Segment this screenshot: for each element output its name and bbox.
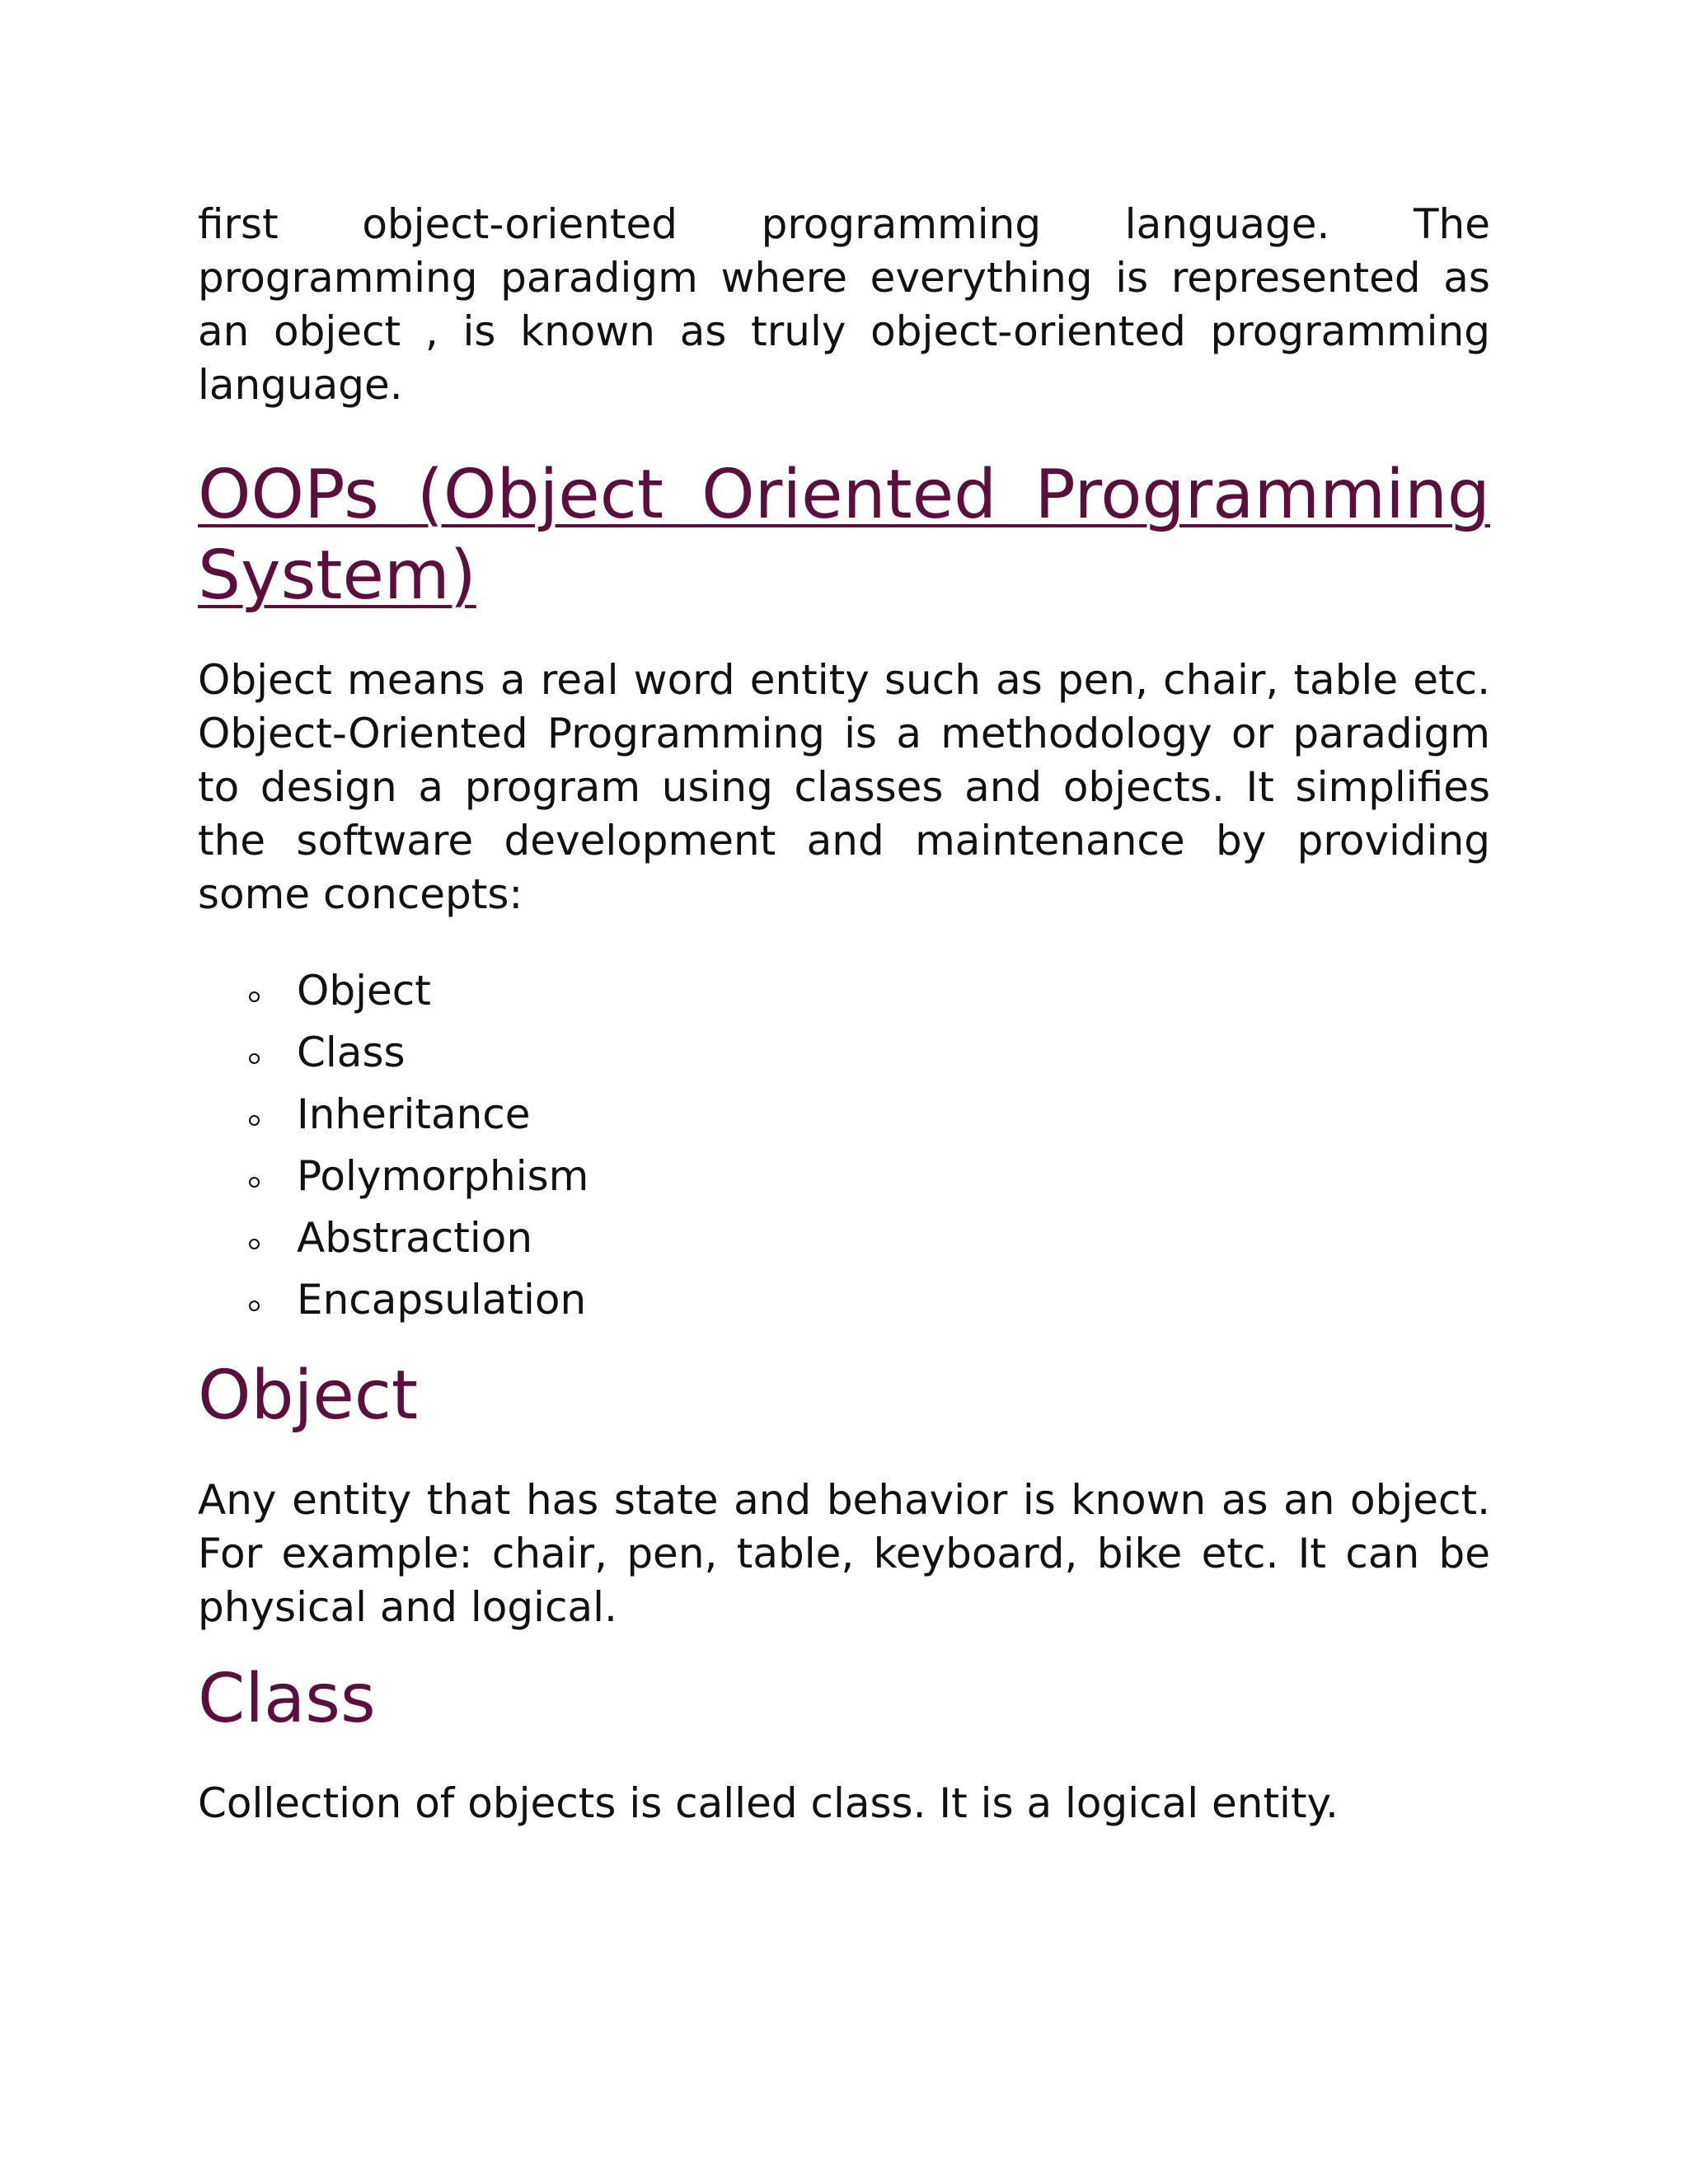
list-item [198,960,1490,1022]
circle-bullet-icon [249,1301,260,1311]
object-paragraph: Any entity that has state and behavior is known as an object. For example: chair, pen, table, keyboard, bike etc. It can be physical and logical. [198,1476,1490,1631]
document-page [198,198,1490,1830]
concept-label: Polymorphism [297,1152,589,1200]
concept-label: Abstraction [297,1214,533,1262]
circle-bullet-icon [249,1115,260,1126]
list-item [198,1146,1490,1207]
concept-list [198,960,1490,1331]
object-heading: Object [198,1357,419,1435]
concept-label: Inheritance [297,1090,531,1138]
circle-bullet-icon [249,1239,260,1249]
class-paragraph: Collection of objects is called class. It is a logical entity. [198,1779,1339,1827]
class-heading: Class [198,1660,376,1738]
circle-bullet-icon [249,1053,260,1064]
circle-bullet-icon [249,1177,260,1188]
list-item [198,1022,1490,1084]
oops-heading[interactable]: OOPs (Object Oriented Programming System) [198,456,1490,615]
circle-bullet-icon [249,991,260,1002]
list-item [198,1269,1490,1331]
concept-label: Class [297,1029,406,1076]
concept-label: Encapsulation [297,1276,587,1324]
list-item [198,1207,1490,1269]
oops-paragraph: Object means a real word entity such as pen, chair, table etc. Object-Oriented Programming is a methodology or paradigm to design a program using classes and objects. It simplifies the software development and maintenance by providing some concepts: [198,656,1490,918]
concept-label: Object [297,967,431,1015]
list-item [198,1084,1490,1146]
intro-paragraph: first object-oriented programming language. The programming paradigm where everything is represented as an object , is known as truly object-oriented programming language. [198,200,1490,409]
